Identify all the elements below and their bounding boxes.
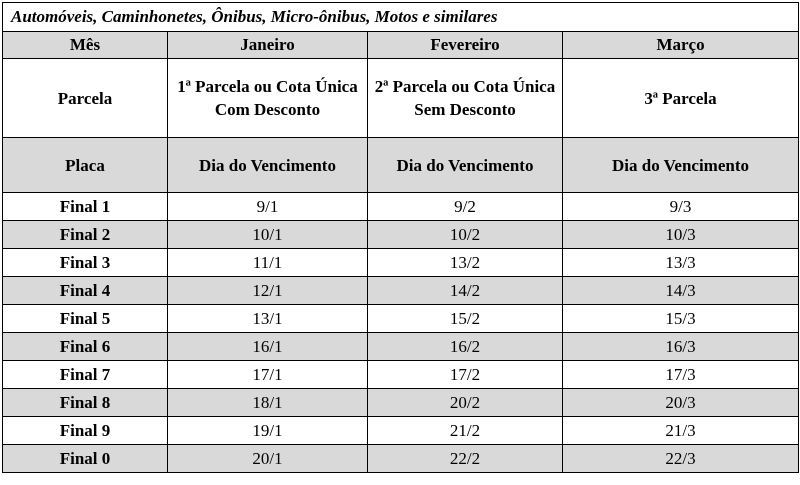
date-marco: 9/3 — [563, 193, 799, 221]
header-mes: Mês — [3, 32, 168, 59]
table-row — [3, 333, 799, 361]
parcela-janeiro: 1ª Parcela ou Cota Única Com Desconto — [168, 59, 368, 138]
date-fevereiro: 10/2 — [368, 221, 563, 249]
date-fevereiro: 22/2 — [368, 445, 563, 473]
vencimento-marco: Dia do Vencimento — [563, 138, 799, 193]
parcela-label: Parcela — [3, 59, 168, 138]
placa-row — [3, 138, 799, 193]
date-marco: 22/3 — [563, 445, 799, 473]
table-row — [3, 389, 799, 417]
table-row — [3, 193, 799, 221]
date-marco: 17/3 — [563, 361, 799, 389]
date-janeiro: 18/1 — [168, 389, 368, 417]
placa-final: Final 6 — [3, 333, 168, 361]
date-janeiro: 17/1 — [168, 361, 368, 389]
vencimento-fevereiro: Dia do Vencimento — [368, 138, 563, 193]
parcela-marco: 3ª Parcela — [563, 59, 799, 138]
date-janeiro: 10/1 — [168, 221, 368, 249]
month-header-row — [3, 32, 799, 59]
date-marco: 13/3 — [563, 249, 799, 277]
placa-final: Final 0 — [3, 445, 168, 473]
date-marco: 10/3 — [563, 221, 799, 249]
table-row — [3, 417, 799, 445]
date-janeiro: 9/1 — [168, 193, 368, 221]
date-janeiro: 12/1 — [168, 277, 368, 305]
parcela-row — [3, 59, 799, 138]
date-fevereiro: 13/2 — [368, 249, 563, 277]
placa-final: Final 2 — [3, 221, 168, 249]
placa-final: Final 8 — [3, 389, 168, 417]
table-row — [3, 445, 799, 473]
date-marco: 16/3 — [563, 333, 799, 361]
parcela-fevereiro: 2ª Parcela ou Cota Única Sem Desconto — [368, 59, 563, 138]
table-title-row — [3, 3, 799, 32]
placa-final: Final 4 — [3, 277, 168, 305]
vencimento-janeiro: Dia do Vencimento — [168, 138, 368, 193]
placa-final: Final 7 — [3, 361, 168, 389]
date-janeiro: 19/1 — [168, 417, 368, 445]
table-row — [3, 277, 799, 305]
date-fevereiro: 20/2 — [368, 389, 563, 417]
ipva-schedule-container — [2, 2, 798, 482]
date-marco: 15/3 — [563, 305, 799, 333]
date-marco: 21/3 — [563, 417, 799, 445]
table-row — [3, 249, 799, 277]
date-fevereiro: 21/2 — [368, 417, 563, 445]
date-marco: 14/3 — [563, 277, 799, 305]
placa-final: Final 3 — [3, 249, 168, 277]
header-marco: Março — [563, 32, 799, 59]
date-janeiro: 11/1 — [168, 249, 368, 277]
header-fevereiro: Fevereiro — [368, 32, 563, 59]
date-janeiro: 16/1 — [168, 333, 368, 361]
placa-final: Final 9 — [3, 417, 168, 445]
header-janeiro: Janeiro — [168, 32, 368, 59]
date-marco: 20/3 — [563, 389, 799, 417]
date-janeiro: 13/1 — [168, 305, 368, 333]
ipva-schedule-table — [2, 2, 799, 473]
table-row — [3, 361, 799, 389]
table-row — [3, 305, 799, 333]
placa-label: Placa — [3, 138, 168, 193]
table-row — [3, 221, 799, 249]
placa-final: Final 1 — [3, 193, 168, 221]
date-fevereiro: 15/2 — [368, 305, 563, 333]
date-janeiro: 20/1 — [168, 445, 368, 473]
date-fevereiro: 16/2 — [368, 333, 563, 361]
table-title: Automóveis, Caminhonetes, Ônibus, Micro-ônibus, Motos e similares — [3, 3, 799, 32]
date-fevereiro: 14/2 — [368, 277, 563, 305]
date-fevereiro: 17/2 — [368, 361, 563, 389]
date-fevereiro: 9/2 — [368, 193, 563, 221]
placa-final: Final 5 — [3, 305, 168, 333]
